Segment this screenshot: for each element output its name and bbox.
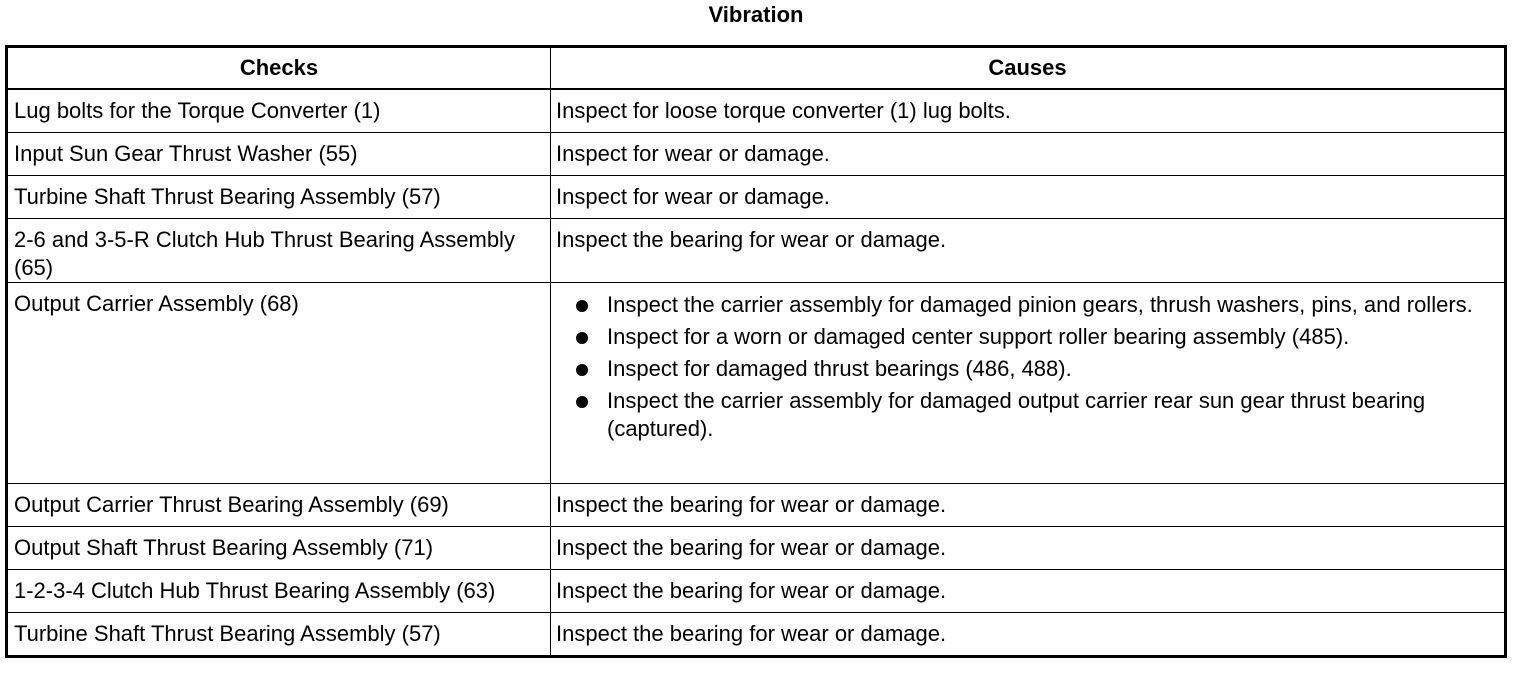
cause-cell: Inspect the bearing for wear or damage.	[551, 570, 1506, 613]
check-cell: Lug bolts for the Torque Converter (1)	[7, 89, 551, 133]
cause-cell: Inspect for wear or damage.	[551, 176, 1506, 219]
cause-bullet-text: Inspect the carrier assembly for damaged pinion gears, thrush washers, pins, and rollers.	[607, 292, 1473, 317]
check-cell: Output Shaft Thrust Bearing Assembly (71)	[7, 527, 551, 570]
cause-bullet-item	[556, 323, 1498, 351]
check-cell: Output Carrier Assembly (68)	[7, 283, 551, 484]
table-header-row	[7, 47, 1506, 90]
table-row	[7, 176, 1506, 219]
cause-cell: Inspect for wear or damage.	[551, 133, 1506, 176]
cause-cell: Inspect for loose torque converter (1) lug bolts.	[551, 89, 1506, 133]
cause-cell: Inspect the bearing for wear or damage.	[551, 484, 1506, 527]
check-cell: Turbine Shaft Thrust Bearing Assembly (57)	[7, 613, 551, 657]
cause-bullet-item	[556, 355, 1498, 383]
cause-cell: Inspect the bearing for wear or damage.	[551, 527, 1506, 570]
cause-cell: Inspect the bearing for wear or damage.	[551, 219, 1506, 283]
check-cell: Turbine Shaft Thrust Bearing Assembly (57)	[7, 176, 551, 219]
table-row	[7, 527, 1506, 570]
cause-bullet-text: Inspect the carrier assembly for damaged output carrier rear sun gear thrust bearing (captured).	[607, 388, 1426, 441]
cause-list-cell	[551, 283, 1506, 484]
bullet-icon	[576, 364, 588, 376]
cause-bullet-text: Inspect for damaged thrust bearings (486, 488).	[607, 356, 1072, 381]
page-title: Vibration	[708, 2, 804, 27]
table-row	[7, 283, 1506, 484]
table-row	[7, 133, 1506, 176]
table-row	[7, 89, 1506, 133]
check-cell: Output Carrier Thrust Bearing Assembly (69)	[7, 484, 551, 527]
cause-bullet-item	[556, 387, 1498, 443]
cause-bullet-text: Inspect for a worn or damaged center support roller bearing assembly (485).	[607, 324, 1350, 349]
bullet-icon	[576, 396, 588, 408]
table-row	[7, 613, 1506, 657]
table-row	[7, 570, 1506, 613]
check-cell: 1-2-3-4 Clutch Hub Thrust Bearing Assembly (63)	[7, 570, 551, 613]
bullet-icon	[576, 300, 588, 312]
cause-bullet-item	[556, 291, 1498, 319]
checks-column-header: Checks	[7, 47, 551, 90]
cause-cell: Inspect the bearing for wear or damage.	[551, 613, 1506, 657]
bullet-icon	[576, 332, 588, 344]
vibration-table	[5, 45, 1507, 658]
check-cell: 2-6 and 3-5-R Clutch Hub Thrust Bearing Assembly (65)	[7, 219, 551, 283]
table-row	[7, 219, 1506, 283]
table-row	[7, 484, 1506, 527]
causes-column-header: Causes	[551, 47, 1506, 90]
check-cell: Input Sun Gear Thrust Washer (55)	[7, 133, 551, 176]
cause-bullet-list	[556, 291, 1498, 443]
